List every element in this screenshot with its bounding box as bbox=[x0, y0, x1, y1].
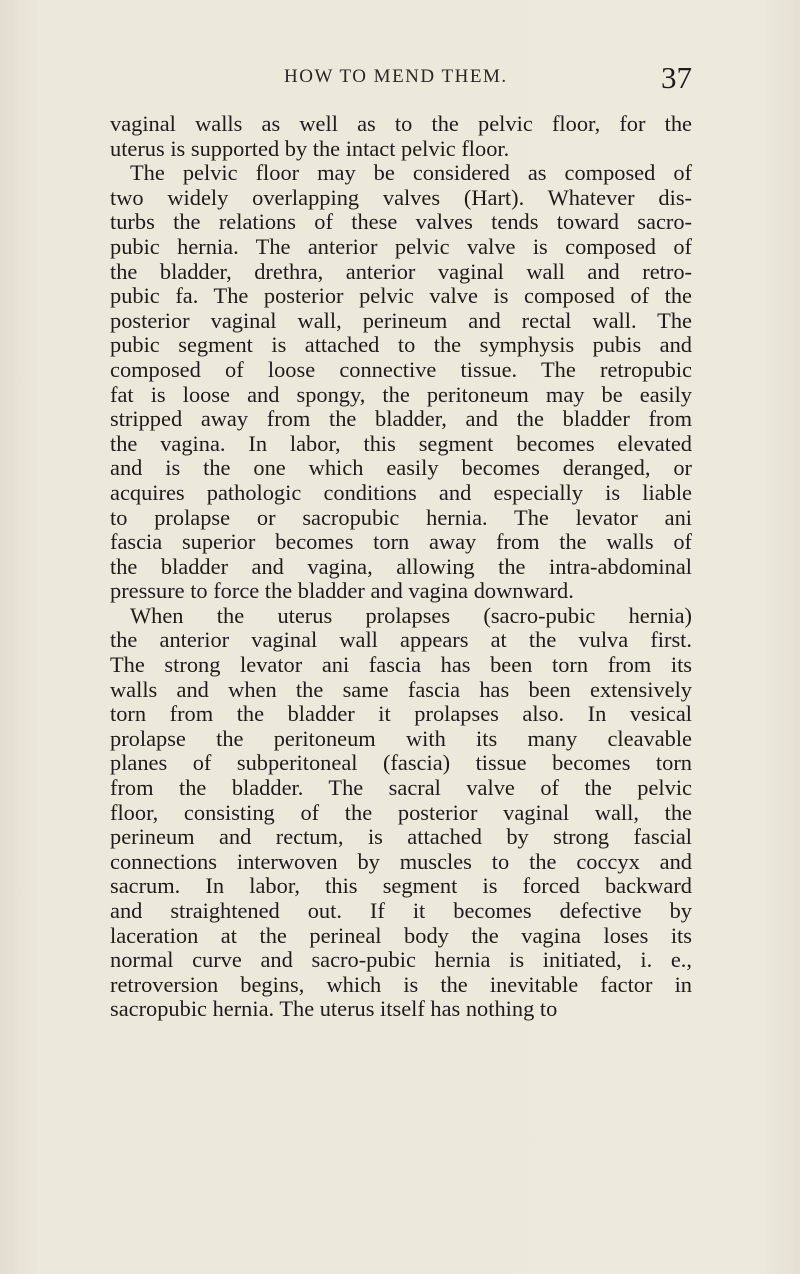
text-line: and straightened out. If it becomes defective by bbox=[110, 899, 692, 923]
text-line: stripped away from the bladder, and the bladder from bbox=[110, 407, 692, 432]
text-line: floor, consisting of the posterior vaginal wall, the bbox=[110, 800, 692, 825]
text-line: sacrum. In labor, this segment is forced backward bbox=[110, 874, 692, 899]
page-number: 37 bbox=[661, 60, 692, 95]
page-header bbox=[110, 60, 690, 100]
text-line: posterior vaginal wall, perineum and rectal wall. The bbox=[110, 308, 692, 333]
text-line: retroversion begins, which is the inevitable factor in bbox=[110, 972, 692, 997]
text-line: from the bladder. The sacral valve of the pelvic bbox=[110, 776, 692, 801]
text-line: and is the one which easily becomes deranged, or bbox=[110, 456, 692, 481]
text-line: fascia superior becomes torn away from the walls of bbox=[110, 530, 692, 555]
text-line: to prolapse or sacropubic hernia. The levator ani bbox=[110, 505, 692, 530]
text-line: planes of subperitoneal (fascia) tissue becomes torn bbox=[110, 751, 692, 776]
text-line: sacropubic hernia. The uterus itself has nothing to bbox=[110, 997, 558, 1022]
text-line: pubic segment is attached to the symphysis pubis and bbox=[110, 333, 692, 358]
text-line: torn from the bladder it prolapses also. In vesical bbox=[110, 702, 692, 727]
text-line: The strong levator ani fascia has been torn from its bbox=[110, 653, 692, 678]
text-line: acquires pathologic conditions and especially is liable bbox=[110, 480, 692, 505]
text-line: pressure to force the bladder and vagina downward. bbox=[110, 579, 574, 604]
text-line: uterus is supported by the intact pelvic floor. bbox=[110, 136, 510, 161]
text-line: vaginal walls as well as to the pelvic floor, for the bbox=[110, 112, 692, 136]
text-line: composed of loose connective tissue. The retropubic bbox=[110, 357, 692, 382]
text-line: perineum and rectum, is attached by strong fascial bbox=[110, 825, 692, 850]
text-line: prolapse the peritoneum with its many cleavable bbox=[110, 726, 692, 751]
text-line: pubic hernia. The anterior pelvic valve is composed of bbox=[110, 234, 692, 259]
body-text bbox=[110, 112, 692, 1022]
text-line: pubic fa. The posterior pelvic valve is composed of the bbox=[110, 284, 692, 309]
text-line: two widely overlapping valves (Hart). Whatever dis- bbox=[110, 185, 692, 210]
text-line: When the uterus prolapses (sacro-pubic hernia) bbox=[130, 603, 692, 628]
text-line: normal curve and sacro-pubic hernia is initiated, i. e., bbox=[110, 948, 692, 973]
text-line: laceration at the perineal body the vagina loses its bbox=[110, 923, 692, 948]
text-line: turbs the relations of these valves tends toward sacro- bbox=[110, 210, 692, 235]
text-line: walls and when the same fascia has been extensively bbox=[110, 677, 692, 702]
text-line: the bladder and vagina, allowing the intra-abdominal bbox=[110, 554, 692, 579]
text-line: The pelvic floor may be considered as composed of bbox=[130, 161, 692, 186]
text-line: fat is loose and spongy, the peritoneum may be easily bbox=[110, 382, 692, 407]
text-line: the anterior vaginal wall appears at the vulva first. bbox=[110, 628, 692, 653]
text-line: the bladder, drethra, anterior vaginal wall and retro- bbox=[110, 259, 692, 284]
text-line: the vagina. In labor, this segment becomes elevated bbox=[110, 431, 692, 456]
running-head: HOW TO MEND THEM. bbox=[284, 66, 508, 87]
text-line: connections interwoven by muscles to the coccyx and bbox=[110, 849, 692, 874]
